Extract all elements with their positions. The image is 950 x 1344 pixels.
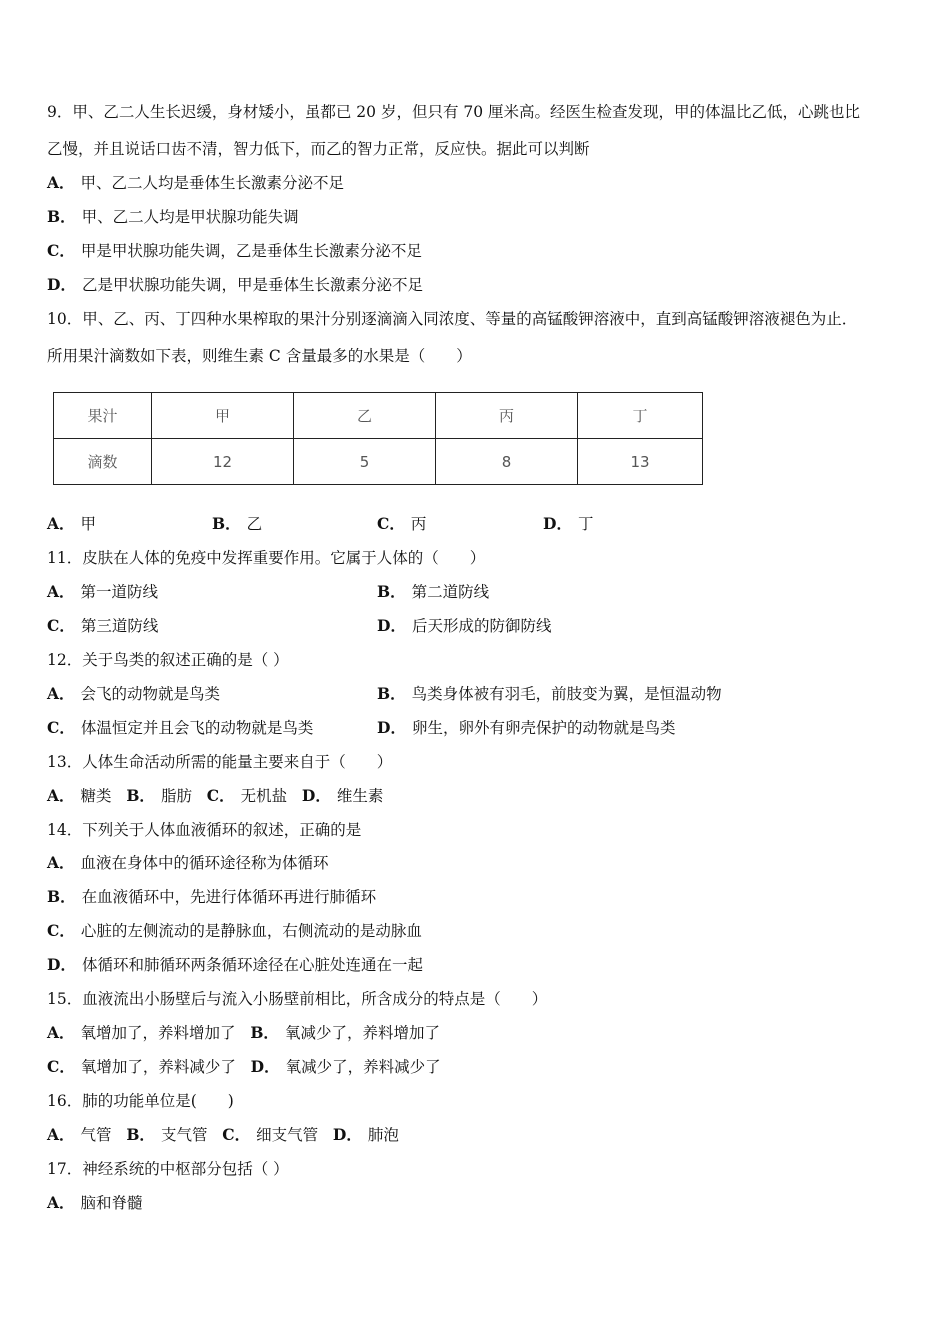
- q15-stem: 15．血液流出小肠壁后与流入小肠壁前相比，所含成分的特点是（ ）: [47, 990, 548, 1008]
- q16-options: [47, 1125, 399, 1145]
- q15-options-row-1: [47, 1023, 440, 1043]
- table-cell: 丙: [436, 393, 578, 439]
- q16-stem: 16．肺的功能单位是( ): [47, 1092, 234, 1110]
- q12-options-row-2: [47, 718, 897, 738]
- q14-option-a: A． 血液在身体中的循环途径称为体循环: [47, 853, 329, 872]
- q10-option-b: B． 乙: [212, 514, 263, 533]
- table-cell: 乙: [294, 393, 436, 439]
- q14-option-b: B． 在血液循环中，先进行体循环再进行肺循环: [47, 887, 377, 906]
- table-cell: 13: [578, 439, 703, 485]
- q11-option-c: C． 第三道防线: [47, 616, 159, 635]
- q13-option-c: C． 无机盐: [206, 786, 288, 805]
- q15-option-c: C． 氧增加了，养料减少了: [47, 1057, 236, 1076]
- q10-option-c: C． 丙: [377, 514, 427, 533]
- q11-option-a: A． 第一道防线: [47, 582, 159, 601]
- q14-stem: 14．下列关于人体血液循环的叙述，正确的是: [47, 821, 362, 839]
- table-cell: 滴数: [54, 439, 152, 485]
- q13-options: [47, 786, 383, 806]
- q9-option-d: D． 乙是甲状腺功能失调，甲是垂体生长激素分泌不足: [47, 275, 423, 294]
- q12-options-row-1: [47, 684, 897, 704]
- q12-option-b: B． 鸟类身体被有羽毛，前肢变为翼，是恒温动物: [377, 684, 722, 703]
- q12-option-d: D． 卵生，卵外有卵壳保护的动物就是鸟类: [377, 718, 676, 737]
- q13-option-a: A． 糖类: [47, 786, 112, 805]
- table-cell: 12: [152, 439, 294, 485]
- q15-option-d: D． 氧减少了，养料减少了: [250, 1057, 441, 1076]
- table-cell: 果汁: [54, 393, 152, 439]
- q17-stem: 17．神经系统的中枢部分包括（ ）: [47, 1160, 289, 1178]
- q11-options-row-2: [47, 616, 847, 636]
- q9-stem-line-2: 乙慢，并且说话口齿不清，智力低下，而乙的智力正常，反应快。据此可以判断: [47, 140, 590, 158]
- q11-stem: 11．皮肤在人体的免疫中发挥重要作用。它属于人体的（ ）: [47, 549, 486, 567]
- q10-options: [47, 514, 647, 534]
- q9-option-c: C． 甲是甲状腺功能失调，乙是垂体生长激素分泌不足: [47, 241, 422, 260]
- q16-option-a: A． 气管: [47, 1125, 112, 1144]
- q13-stem: 13．人体生命活动所需的能量主要来自于（ ）: [47, 753, 393, 771]
- table-cell: 甲: [152, 393, 294, 439]
- q11-option-d: D． 后天形成的防御防线: [377, 616, 552, 635]
- q16-option-b: B． 支气管: [126, 1125, 208, 1144]
- q9-option-a: A． 甲、乙二人均是垂体生长激素分泌不足: [47, 173, 345, 192]
- q9-stem-line-1: 9．甲、乙二人生长迟缓，身材矮小，虽都已 20 岁，但只有 70 厘米高。经医生检查发现，甲的体温比乙低，心跳也比: [47, 103, 861, 121]
- q12-option-c: C． 体温恒定并且会飞的动物就是鸟类: [47, 718, 314, 737]
- q14-option-d: D． 体循环和肺循环两条循环途径在心脏处连通在一起: [47, 955, 423, 974]
- q11-option-b: B． 第二道防线: [377, 582, 490, 601]
- q9-option-b: B． 甲、乙二人均是甲状腺功能失调: [47, 207, 299, 226]
- q13-option-d: D． 维生素: [301, 786, 384, 805]
- table-cell: 5: [294, 439, 436, 485]
- q12-stem: 12．关于鸟类的叙述正确的是（ ）: [47, 651, 289, 669]
- table-cell: 8: [436, 439, 578, 485]
- q10-option-a: A． 甲: [47, 514, 97, 533]
- table-row: [54, 439, 703, 485]
- q17-option-a: A． 脑和脊髓: [47, 1193, 143, 1212]
- q10-option-d: D． 丁: [543, 514, 594, 533]
- q10-stem-line-2: 所用果汁滴数如下表，则维生素 C 含量最多的水果是（ ）: [47, 347, 472, 365]
- q16-option-d: D． 肺泡: [332, 1125, 399, 1144]
- q16-option-c: C． 细支气管: [222, 1125, 319, 1144]
- q11-options-row-1: [47, 582, 847, 602]
- table-header-row: [54, 393, 703, 439]
- juice-drops-table: [53, 392, 703, 485]
- table-cell: 丁: [578, 393, 703, 439]
- q13-option-b: B． 脂肪: [126, 786, 192, 805]
- q15-option-b: B． 氧减少了，养料增加了: [250, 1023, 440, 1042]
- q14-option-c: C． 心脏的左侧流动的是静脉血，右侧流动的是动脉血: [47, 921, 422, 940]
- q10-stem-line-1: 10．甲、乙、丙、丁四种水果榨取的果汁分别逐滴滴入同浓度、等量的高锰酸钾溶液中，直到高锰酸钾溶液褪色为止．: [47, 310, 858, 328]
- q12-option-a: A． 会飞的动物就是鸟类: [47, 684, 221, 703]
- q15-options-row-2: [47, 1057, 441, 1077]
- q15-option-a: A． 氧增加了，养料增加了: [47, 1023, 236, 1042]
